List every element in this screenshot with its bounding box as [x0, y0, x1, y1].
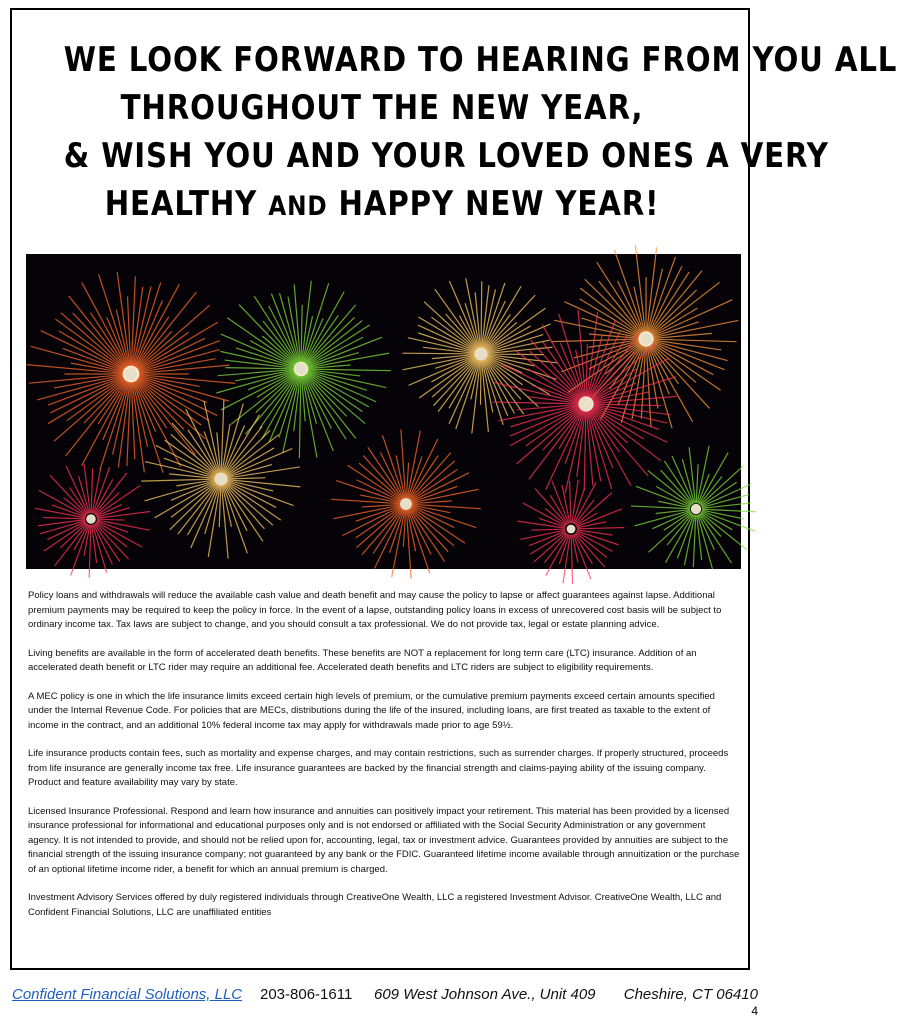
- firework-streak: [226, 435, 279, 476]
- firework-streak: [648, 257, 675, 333]
- firework-streak: [586, 344, 587, 398]
- firework-burst: [27, 272, 236, 472]
- firework-streak: [589, 409, 631, 486]
- page-number: 4: [751, 1004, 758, 1018]
- firework-streak: [368, 447, 403, 499]
- firework-streak: [225, 427, 262, 475]
- firework-streak: [97, 519, 125, 520]
- firework-streak: [412, 504, 481, 508]
- firework-streak: [672, 456, 693, 503]
- firework-streak: [510, 407, 580, 446]
- firework-core: [123, 366, 140, 383]
- footer-phone: 203-806-1611: [260, 986, 353, 1003]
- headline-line-4: [64, 180, 700, 231]
- firework-streak: [50, 475, 87, 514]
- firework-streak: [96, 522, 142, 547]
- firework-streak: [299, 375, 301, 458]
- headline-and: AND: [268, 191, 328, 222]
- firework-streak: [269, 306, 298, 364]
- firework-streak: [331, 499, 400, 503]
- firework-streak: [55, 524, 88, 566]
- firework-streak: [97, 520, 150, 530]
- disclaimer-paragraph-policy-loans: Policy loans and withdrawals will reduce the available cash value and death benefit and may cause the policy to lapse or affect guarantees against lapse. Additional premium payments may be required to keep the policy in force. In the event of a lapse, outstanding policy loans in excess of unrecovered cost basis will be subject to ordinary income tax. Tax laws are subject to change, and you should consult a tax professional. We do not provide tax, legal or estate planning advice.: [28, 590, 722, 630]
- firework-burst: [517, 480, 624, 584]
- fireworks-image: [26, 254, 741, 569]
- firework-burst: [35, 464, 150, 578]
- firework-core: [638, 331, 653, 346]
- disclaimer-paragraph-living-benefits: Living benefits are available in the form of accelerated death benefits. These benefits are NOT a replacement for long term care (LTC) insurance. Addition of an accelerated death benefit or LTC rider may require an additional fee. Accelerated death benefits and LTC riders are subject to eligibility requirements.: [28, 647, 697, 673]
- firework-streak: [145, 481, 216, 501]
- firework-core: [567, 525, 576, 534]
- firework-core: [86, 514, 96, 524]
- headline-line-2: THROUGHOUT THE NEW YEAR,: [120, 88, 644, 128]
- firework-streak: [649, 513, 692, 552]
- headline-healthy: HEALTHY: [104, 184, 258, 224]
- firework-streak: [636, 486, 691, 507]
- footer-address: 609 West Johnson Ave., Unit 409: [374, 986, 596, 1003]
- firework-burst: [141, 400, 300, 559]
- firework-core: [294, 362, 308, 376]
- firework-streak: [565, 410, 584, 464]
- firework-streak: [165, 440, 216, 475]
- disclaimer-paragraph-life-insurance: Life insurance products contain fees, such as mortality and expense charges, and may contain restrictions, such as surrender charges. If properly structured, proceeds from life insurance are generally income tax free. Life insurance guarantees are backed by the financial strength and claims-paying ability of the issuing company. Product and feature availability may vary by state.: [28, 748, 729, 788]
- firework-streak: [700, 466, 742, 505]
- firework-streak: [577, 527, 624, 528]
- firework-streak: [493, 402, 580, 404]
- firework-burst: [331, 429, 481, 578]
- firework-streak: [481, 281, 482, 348]
- firework-streak: [483, 283, 505, 348]
- firework-streak: [648, 470, 691, 505]
- firework-streak: [178, 484, 217, 534]
- firework-streak: [225, 368, 295, 369]
- firework-streak: [171, 483, 216, 518]
- firework-streak: [531, 529, 565, 530]
- firework-streak: [305, 374, 356, 439]
- headline-happy-new-year: HAPPY NEW YEAR!: [338, 184, 660, 224]
- footer-city: Cheshire, CT 06410: [623, 986, 758, 1003]
- firework-streak: [307, 369, 391, 371]
- firework-streak: [91, 468, 92, 513]
- firework-streak: [487, 354, 544, 355]
- firework-streak: [301, 305, 302, 363]
- firework-core: [578, 396, 593, 411]
- firework-streak: [92, 469, 100, 513]
- firework-streak: [409, 509, 444, 561]
- firework-streak: [95, 473, 127, 514]
- firework-streak: [614, 250, 644, 333]
- firework-streak: [652, 511, 690, 528]
- firework-streak: [141, 479, 215, 481]
- headline-line-3: & WISH YOU AND YOUR LOVED ONES A VERY: [63, 136, 829, 176]
- firework-core: [400, 498, 412, 510]
- firework-streak: [221, 372, 296, 410]
- headline-line-1: WE LOOK FORWARD TO HEARING FROM YOU ALL: [63, 40, 897, 80]
- disclaimer-text: [28, 589, 740, 934]
- fireworks-illustration: [26, 254, 741, 569]
- firework-burst: [631, 446, 756, 569]
- firework-streak: [231, 373, 296, 425]
- firework-streak: [35, 508, 85, 518]
- firework-core: [215, 473, 228, 486]
- footer: [12, 986, 758, 1008]
- firework-core: [475, 348, 488, 361]
- firework-streak: [402, 353, 475, 354]
- headline: [63, 36, 897, 231]
- firework-streak: [95, 523, 129, 559]
- firework-streak: [618, 281, 644, 334]
- firework-streak: [517, 408, 582, 464]
- firework-streak: [483, 360, 503, 425]
- disclaimer-paragraph-licensed-professional: Licensed Insurance Professional. Respond and learn how insurance and annuities can positively impact your retirement. This material has been provided by a licensed insurance professional for informational and educational purposes only and is not endorsed or affiliated with the Social Security Administration or any government agency. It is not intended to provide, and should not be relied upon for, accounting, legal, tax or investment advice. Guarantees provided by annuities are subject to the financial strength of the issuing insurance company; not guaranteed by any bank or the FDIC. Guaranteed lifetime income available through annuitization or the purchase of an optional lifetime income rider, a benefit for which an annual premium is charged.: [28, 805, 740, 875]
- firework-streak: [348, 465, 401, 500]
- firework-streak: [590, 409, 648, 476]
- firework-streak: [43, 518, 85, 519]
- firework-streak: [570, 481, 571, 523]
- firework-streak: [227, 478, 265, 479]
- disclaimer-paragraph-mec: A MEC policy is one in which the life insurance limits exceed certain high levels of premium, or the cumulative premium payments exceed certain amounts specified under the Internal Revenue Code. For policies that are MECs, distributions during the life of the insured, including loans, are first treated as taxable to the extent of income in the contract, and an additional 10% federal income tax may apply for withdrawals made prior to age 59½.: [28, 690, 715, 731]
- firework-streak: [520, 530, 565, 539]
- disclaimer-paragraph-advisory-services: Investment Advisory Services offered by duly registered individuals through CreativeOne Wealth, LLC a registered Investment Advisor. CreativeOne Wealth, LLC and Confident Financial Solutions, LLC are unaffiliated entities: [28, 892, 722, 918]
- firework-streak: [584, 410, 586, 490]
- firework-streak: [411, 507, 465, 543]
- firework-streak: [592, 404, 661, 405]
- firework-streak: [696, 464, 698, 503]
- company-link[interactable]: Confident Financial Solutions, LLC: [12, 986, 243, 1003]
- firework-core: [691, 504, 701, 514]
- firework-streak: [71, 525, 89, 576]
- firework-streak: [239, 305, 297, 365]
